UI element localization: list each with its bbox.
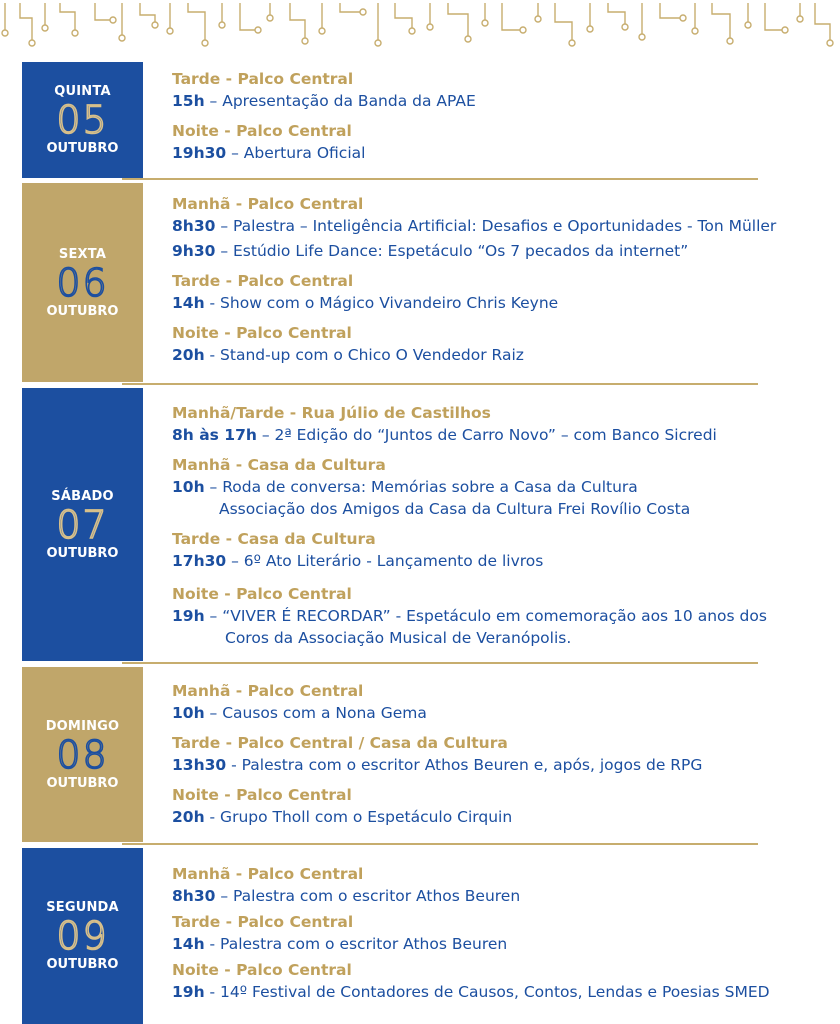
event-text: – Palestra com o escritor Athos Beuren bbox=[215, 887, 521, 905]
event-time: 14h bbox=[172, 935, 205, 953]
session-heading: Noite - Palco Central bbox=[172, 324, 352, 342]
event-time: 8h às 17h bbox=[172, 426, 257, 444]
schedule bbox=[172, 863, 774, 1003]
session-heading: Manhã - Palco Central bbox=[172, 865, 364, 883]
weekday-label: SEGUNDA bbox=[46, 900, 119, 915]
event-time: 10h bbox=[172, 478, 205, 496]
event-line bbox=[172, 240, 774, 262]
month-label: OUTUBRO bbox=[46, 303, 119, 319]
day-number: 06 bbox=[56, 260, 109, 305]
date-badge bbox=[22, 183, 143, 382]
event-time: 19h bbox=[172, 983, 205, 1001]
event-continuation: Associação dos Amigos da Casa da Cultura Frei Rovílio Costa bbox=[219, 500, 691, 518]
day-section bbox=[22, 62, 774, 178]
session-heading: Manhã - Casa da Cultura bbox=[172, 456, 386, 474]
session-heading: Manhã/Tarde - Rua Júlio de Castilhos bbox=[172, 404, 491, 422]
event-line bbox=[172, 142, 774, 164]
date-badge bbox=[22, 62, 143, 178]
day-number: 05 bbox=[56, 98, 109, 142]
event-text: – Roda de conversa: Memórias sobre a Casa da Cultura bbox=[204, 478, 638, 496]
event-time: 14h bbox=[172, 294, 205, 312]
event-text: – Abertura Oficial bbox=[226, 144, 366, 162]
event-time: 19h30 bbox=[172, 144, 227, 162]
schedule bbox=[172, 402, 774, 649]
day-section bbox=[22, 667, 774, 842]
day-section bbox=[22, 848, 774, 1024]
event-text: – 2ª Edição do “Juntos de Carro Novo” – com Banco Sicredi bbox=[256, 426, 717, 444]
event-text: - Stand-up com o Chico O Vendedor Raiz bbox=[204, 346, 524, 364]
session-heading: Tarde - Palco Central bbox=[172, 272, 354, 290]
day-number: 09 bbox=[56, 914, 109, 958]
event-text: - 14º Festival de Contadores de Causos, Contos, Lendas e Poesias SMED bbox=[204, 983, 770, 1001]
day-number: 08 bbox=[56, 732, 109, 777]
schedule bbox=[172, 193, 777, 366]
event-line bbox=[172, 344, 774, 366]
date-badge bbox=[22, 388, 143, 661]
weekday-label: DOMINGO bbox=[45, 718, 120, 734]
month-label: OUTUBRO bbox=[46, 141, 119, 156]
session-heading: Noite - Palco Central bbox=[172, 786, 352, 804]
day-number: 07 bbox=[56, 502, 109, 547]
session-heading: Tarde - Palco Central / Casa da Cultura bbox=[172, 734, 508, 752]
circuit-decoration bbox=[0, 0, 840, 56]
divider bbox=[122, 383, 758, 385]
event-time: 9h30 bbox=[172, 242, 216, 260]
session-heading: Tarde - Palco Central bbox=[172, 913, 354, 931]
month-label: OUTUBRO bbox=[46, 545, 119, 561]
event-time: 15h bbox=[172, 92, 205, 110]
event-line bbox=[172, 90, 774, 112]
month-label: OUTUBRO bbox=[46, 957, 119, 972]
schedule bbox=[172, 680, 774, 828]
event-line bbox=[172, 754, 774, 776]
session-heading: Noite - Palco Central bbox=[172, 122, 352, 140]
event-line bbox=[172, 476, 774, 498]
session-heading: Tarde - Palco Central bbox=[172, 70, 354, 88]
divider bbox=[122, 178, 758, 180]
schedule bbox=[172, 68, 774, 164]
event-text: – Apresentação da Banda da APAE bbox=[204, 92, 476, 110]
event-line bbox=[172, 702, 774, 724]
event-line bbox=[172, 215, 777, 237]
event-time: 8h30 bbox=[172, 887, 216, 905]
event-time: 8h30 bbox=[172, 217, 216, 235]
day-section bbox=[22, 183, 777, 382]
event-text: – “VIVER É RECORDAR” - Espetáculo em comemoração aos 10 anos dos bbox=[204, 607, 767, 625]
event-line bbox=[172, 424, 774, 446]
event-text: – Estúdio Life Dance: Espetáculo “Os 7 pecados da internet” bbox=[215, 242, 689, 260]
divider bbox=[122, 843, 758, 845]
session-heading: Noite - Palco Central bbox=[172, 585, 352, 603]
event-time: 19h bbox=[172, 607, 205, 625]
event-text: – Causos com a Nona Gema bbox=[204, 704, 427, 722]
divider bbox=[122, 662, 758, 664]
event-text: - Grupo Tholl com o Espetáculo Cirquin bbox=[204, 808, 513, 826]
event-line bbox=[172, 292, 774, 314]
month-label: OUTUBRO bbox=[46, 775, 119, 791]
event-time: 20h bbox=[172, 346, 205, 364]
session-heading: Manhã - Palco Central bbox=[172, 682, 364, 700]
event-line bbox=[172, 806, 774, 828]
event-text: - Palestra com o escritor Athos Beuren bbox=[204, 935, 508, 953]
date-badge bbox=[22, 667, 143, 842]
event-time: 20h bbox=[172, 808, 205, 826]
event-line bbox=[172, 885, 774, 907]
session-heading: Tarde - Casa da Cultura bbox=[172, 530, 376, 548]
weekday-label: QUINTA bbox=[54, 84, 111, 99]
date-badge bbox=[22, 848, 143, 1024]
session-heading: Manhã - Palco Central bbox=[172, 195, 364, 213]
event-line bbox=[172, 605, 774, 627]
event-text: - Show com o Mágico Vivandeiro Chris Keyne bbox=[204, 294, 559, 312]
event-line bbox=[172, 550, 774, 572]
event-time: 10h bbox=[172, 704, 205, 722]
day-section bbox=[22, 388, 774, 661]
weekday-label: SÁBADO bbox=[51, 488, 114, 504]
event-time: 17h30 bbox=[172, 552, 227, 570]
event-line bbox=[172, 981, 774, 1003]
event-time: 13h30 bbox=[172, 756, 227, 774]
session-heading: Noite - Palco Central bbox=[172, 961, 352, 979]
event-text: – Palestra – Inteligência Artificial: Desafios e Oportunidades - Ton Müller bbox=[215, 217, 777, 235]
event-text: – 6º Ato Literário - Lançamento de livros bbox=[226, 552, 544, 570]
event-line bbox=[172, 933, 774, 955]
weekday-label: SEXTA bbox=[58, 246, 107, 262]
event-continuation: Coros da Associação Musical de Veranópolis. bbox=[225, 629, 572, 647]
event-text: - Palestra com o escritor Athos Beuren e, após, jogos de RPG bbox=[226, 756, 703, 774]
